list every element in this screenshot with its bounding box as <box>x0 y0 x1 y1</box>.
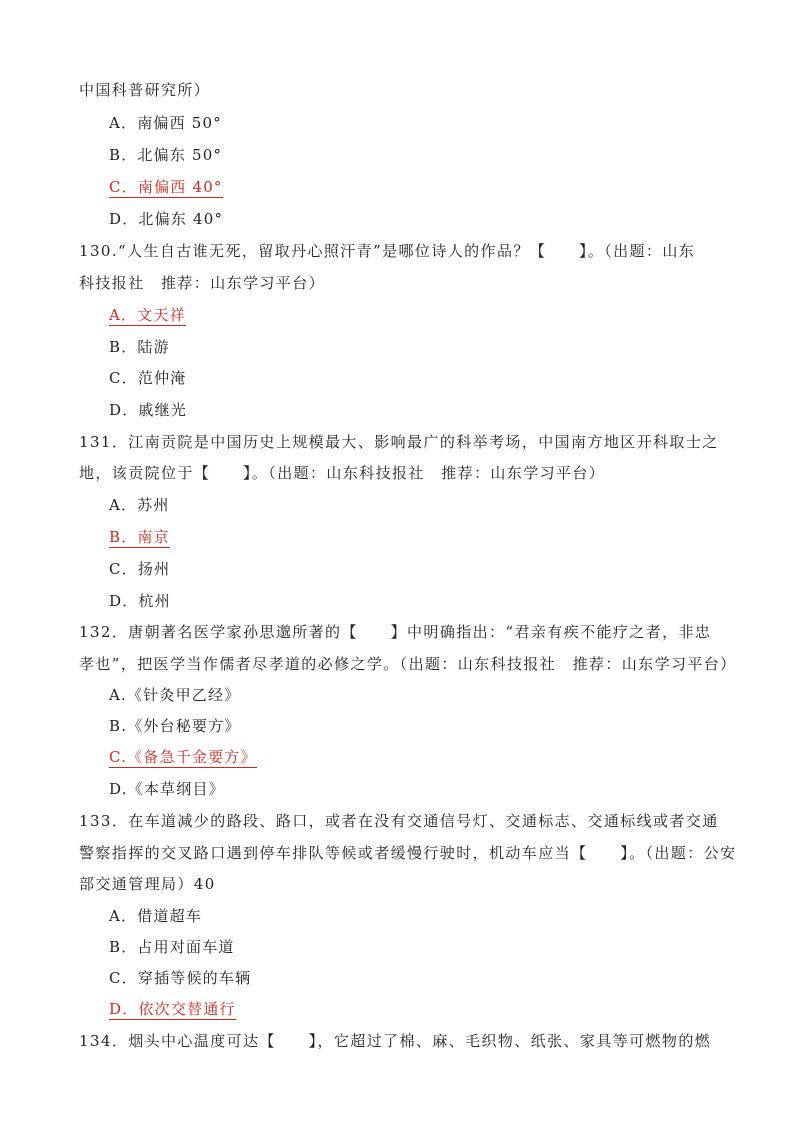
question-text-line: 部交通管理局）40 <box>79 875 216 893</box>
answer-option: D．戚继光 <box>109 401 188 419</box>
correct-answer-option: B．南京 <box>109 528 170 546</box>
question-text-line: 地，该贡院位于【 】。（出题：山东科技报社 推荐：山东学习平台） <box>79 464 606 482</box>
answer-option: A.《针灸甲乙经》 <box>109 686 241 704</box>
question-text-line: 133．在车道减少的路段、路口，或者在没有交通信号灯、交通标志、交通标线或者交通 <box>79 812 719 830</box>
question-text-line: 130.“人生自古谁无死，留取丹心照汗青”是哪位诗人的作品？【 】。（出题：山东 <box>79 242 696 260</box>
answer-option: B．北偏东 50° <box>109 146 223 164</box>
answer-option: B．占用对面车道 <box>109 938 235 956</box>
question-text-line: 132．唐朝著名医学家孙思邈所著的【 】中明确指出：“君亲有疾不能疗之者，非忠 <box>79 623 712 641</box>
question-text-line: 134．烟头中心温度可达【 】，它超过了棉、麻、毛织物、纸张、家具等可燃物的燃 <box>79 1032 712 1050</box>
answer-option: A．南偏西 50° <box>109 114 222 132</box>
answer-option: C．穿插等候的车辆 <box>109 969 252 987</box>
correct-answer-option: D．依次交替通行 <box>109 1000 236 1018</box>
answer-option: B.《外台秘要方》 <box>109 717 241 735</box>
question-text-line: 警察指挥的交叉路口遇到停车排队等候或者缓慢行驶时，机动车应当【 】。（出题：公安 <box>79 844 737 862</box>
correct-answer-option: C.《备急千金要方》 <box>109 748 257 766</box>
question-text-line: 131．江南贡院是中国历史上规模最大、影响最广的科举考场，中国南方地区开科取士之 <box>79 433 719 451</box>
answer-option: C．范仲淹 <box>109 369 187 387</box>
correct-answer-option: C．南偏西 40° <box>109 178 223 196</box>
answer-option: B．陆游 <box>109 338 170 356</box>
answer-option: D.《本草纲目》 <box>109 780 225 798</box>
correct-answer-option: A．文天祥 <box>109 306 186 324</box>
answer-option: A．借道超车 <box>109 907 203 925</box>
question-text-line: 科技报社 推荐：山东学习平台） <box>79 274 326 292</box>
answer-option: C．扬州 <box>109 560 171 578</box>
answer-option: A．苏州 <box>109 496 170 514</box>
question-text-line: 中国科普研究所） <box>79 81 211 99</box>
question-text-line: 孝也”，把医学当作儒者尽孝道的必修之学。（出题：山东科技报社 推荐：山东学习平台） <box>79 655 737 673</box>
answer-option: D．北偏东 40° <box>109 210 224 228</box>
answer-option: D．杭州 <box>109 592 171 610</box>
